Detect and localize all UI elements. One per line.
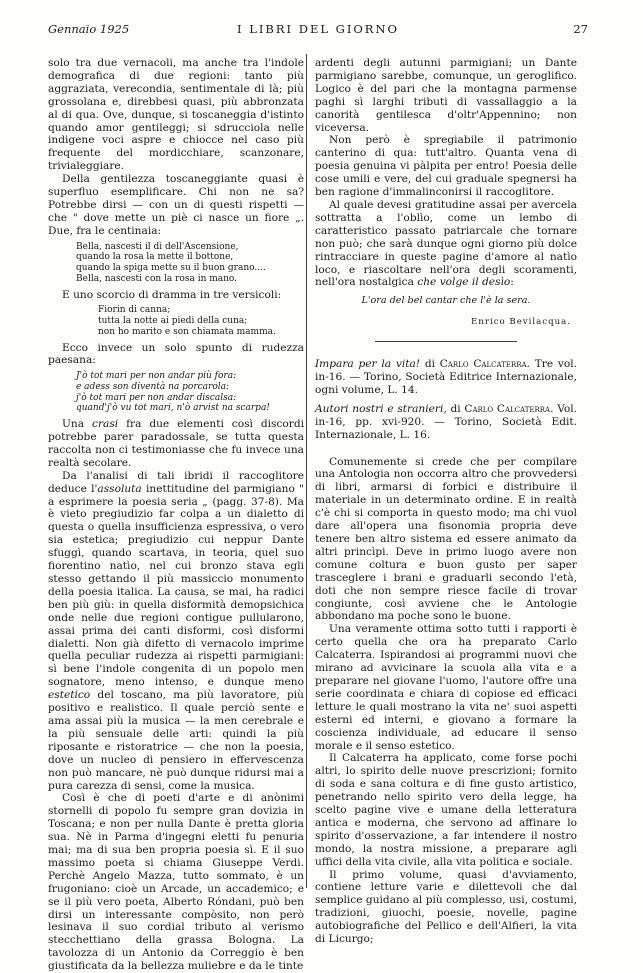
paragraph: Della gentilezza toscaneggiante quasi è superfluo esemplificare. Chi non ne sa? Potrebbe dirsi — con un di questi rispetti — che " dove mette un piè ci nasce un fiore „. Due, fra le centinaia: [48,173,304,237]
verse-line: J'ò tot mari per non andar più fora: [76,371,237,382]
paragraph: solo tra due vernacoli, ma anche tra l'indole demografica di due regioni: tanto più aggraziata, verecondia, sentimentale di là; più grossolana e, direbbesi quasi, più abbronzata al di qua. Ove, dunque, si toscaneggia d'istinto quando amor gentileggi; si sdrucciola nelle indigene voci aspre e chiocce nel caso più frequente del mordicchiare, scanzonare, trivialeggiare. [48,57,304,173]
book-details: . Vol. in-16, pp. xvi-920. — Torino, Società Edit. Internazionale, L. 16. [315,402,578,441]
paragraph [48,418,304,470]
book-entry [315,403,577,442]
text-run: di [446,402,465,415]
book-author: Carlo Calcaterra [464,402,551,415]
paragraph: E uno scorcio di dramma in tre versicoli: [62,288,282,301]
paragraph: Il Calcaterra ha applicato, come forse pochi altri, lo spirito delle nuove prescrizioni; fornito di soda e sana coltura e di fine gusto artistico, penetrando nello spirito vero della legge, ha scelto pagine vive e umane della letteratura antica e moderna, che servono ad affinare lo spirito d'osservazione, a far intendere il nostro mondo, la nostra missione, a preparare agli uffici della vita civile, alla vita politica e sociale. [315,752,577,868]
book-title: Impara per la vita! [315,358,421,371]
text-run: Da l'analisi di tali ibridi il raccoglitore deduce l' [48,469,304,495]
closing-quote: L'ora del bel cantar che l'è la sera. [361,295,531,307]
text-run: inettitudine del parmigiano " a esprimere la poesia seria „ (pagg. 37-8). Ma è vieto pregiudizio far colpa a un dialetto di questa o quella insufficienza espressiva, o vero sia estetica; pregiudizio cui neppur Dante sfuggì, quando scartava, in teoria, quel suo fiorentino natìo, nel cui bronzo stava egli stesso gettando il più massiccio monumento della poesia italica. La causa, se mai, ha radici ben più giù: in quella disformità demopsichica onde nelle due regioni contigue pullularono, assai prima dei canti disformi, così disformi dialetti. Non già difetto di vernacolo imprime quella peculiar rudezza ai rispetti parmigiani: sì bene l'indole congenita di un popolo men sognatore, meno intenso, e dunque meno [48,482,304,689]
paragraph: Una veramente ottima sotto tutti i rapporti è certo quella che ora ha preparato Carlo Calcaterra. Ispirandosi ai programmi nuovi che mirano ad avvicinare la scuola alla vita e a preparare nel giovane l'uomo, l'autore offre una serie coordinata e chiara di copiose ed efficaci letture le quali mostrano la vita ne' suoi aspetti esterni ed interni, e giovano a formare la coscienza individuale, ad educare il senso morale e il senso estetico. [315,623,577,752]
verse-block [76,242,304,285]
text-run: Al quale devesi gratitudine assai per avercela sottratta a l'oblìo, come un lembo di caratteristico passato patriarcale che tornare non può; che sarà dunque ogni giorno più dolce rintracciare in queste pagine d'amore al natìo loco, e riascoltare nell'ora degli scoramenti, nell'ora nostalgica [315,198,577,289]
verse-line: quand'j'ò vu tot mari, n'ò arvist na scarpa! [76,403,270,414]
text-run: Una [62,418,93,431]
paragraph: Ecco invece un solo spunto di rudezza paesana: [48,341,304,367]
author-signature: Enrico Bevilacqua. [471,317,571,328]
book-details: . Tre vol. in-16. — Torino, Società Editrice Internazionale, ogni volume, L. 14. [315,358,578,396]
paragraph: Così è che di poeti d'arte e di anònimi stornelli di popolo fu sempre gran dovizia in Toscana; e non per nulla Dante è pretta gloria sua. Nè in Parma d'ingegni eletti fu penuria mai; ma di sua ben propria poesia sì. E il suo massimo poeta si chiama Giuseppe Verdi. Perchè Angelo Mazza, tutto sommato, è un frugoniano: cioè un Arcade, un accademico; e se il più vero poeta, Alberto Róndani, può ben dirsi un interessante compòsito, non però lesinava il suo cordial tributo al verismo stecchettiano della grassa Bologna. La tavolozza di un Antonio da Correggio è ben giustificata da la bellezza muliebre e da le tinte [48,792,304,973]
right-column [315,57,577,946]
verse-line: quando la rosa la mette il bottone, [76,252,234,263]
verse-line: Bella, nascesti il dì dell'Ascensione, [76,241,239,252]
italic-term: estetico [48,689,91,702]
verse-line: j'ò tot mari per non andar discalsa: [76,392,237,403]
verse-block [76,371,304,414]
paragraph: ardenti degli autunni parmigiani; un Dante parmigiano sarebbe, comunque, un geroglifico. Logico è del pari che la montagna parmense paghi sì larghi tributi di vassallaggio a la canorità gentilesca d'oltr'Appennino; non viceversa. [315,57,577,134]
paragraph: Il primo volume, quasi d'avviamento, contiene letture varie e dilettevoli che dal semplice guidano al più complesso, usi, costumi, tradizioni, giuochi, poesie, novelle, pagine autobiografiche del Pellico e dell'Alfieri, la vita di Licurgo; [315,868,577,946]
text-run: del toscano, ma più lavoratore, più positivo e realistico. Il quale perciò sente e ama assai più la musica — la men cerebrale e la più sensuale delle arti: quindi la più riposante e ristoratrice — che non la poesia, dove un nucleo di pensiero in effervescenza non può mancare, nè può dunque ridursi mai a pura carezza di sensi, come la musica. [48,689,304,792]
section-rule [375,341,517,342]
italic-term: che volge il desìo [417,276,511,289]
verse-line: Fiorin di canna; [98,305,171,316]
paragraph: Comunemente si crede che per compilare una Antologia non occorra altro che provvedersi di libri, armarsi di forbici e distribuire il materiale in un determinato ordine. E in realtà c'è chi si comporta in questo modo; ma chi vuol dare all'opera una fisonomia propria deve tenere ben altro sistema ed essere animato da altri princìpi. Deve in primo luogo avere non comune coltura e buon gusto per saper trasceglere i brani e graduarli secondo l'età, doti che non sempre riesce facile di trovar congiunte, così avviene che le Antologie abbondano ma poche sono le buone. [315,455,577,623]
running-header [48,22,588,38]
book-author: Carlo Calcaterra [439,358,527,371]
page-number: 27 [573,22,588,36]
verse-line: Bella, nascesti con la rosa in mano. [76,273,238,284]
verse-line: tutta la notte ai piedi della cuna; [98,316,248,327]
italic-term: crasi [92,418,119,431]
book-title: Autori nostri e stranieri, [315,402,447,415]
paragraph: Non però è spregiabile il patrimonio canterino di qua: tutt'altro. Quanta vena di poesia genuina vi pàlpita per entro! Poesia delle cose umili e vere, del cui graduale spegnersi ha ben ragione d'immalinconirsi il raccoglitore. [315,134,577,199]
verse-line: e adess son diventà na porcarola: [76,382,230,393]
text-run: di [420,358,440,371]
verse-line: non ho marito e son chiamata mamma. [98,326,276,337]
header-journal-title: I LIBRI DEL GIORNO [237,22,399,36]
verse-block [98,305,304,337]
header-date: Gennaio 1925 [48,22,130,36]
text-run: fra due elementi così discordi potrebbe parer paradossale, se tutta questa raccolta non ci testimoniasse che fu invece una realtà secolare. [48,418,305,469]
italic-term: assoluta [97,482,142,495]
text-run: : [510,276,514,289]
column-divider [306,54,307,888]
left-column [48,57,304,973]
verse-line: quando la spiga mette su il buon grano.... [76,263,266,274]
paragraph [48,470,304,793]
book-entry [315,358,577,397]
paragraph [315,199,577,289]
